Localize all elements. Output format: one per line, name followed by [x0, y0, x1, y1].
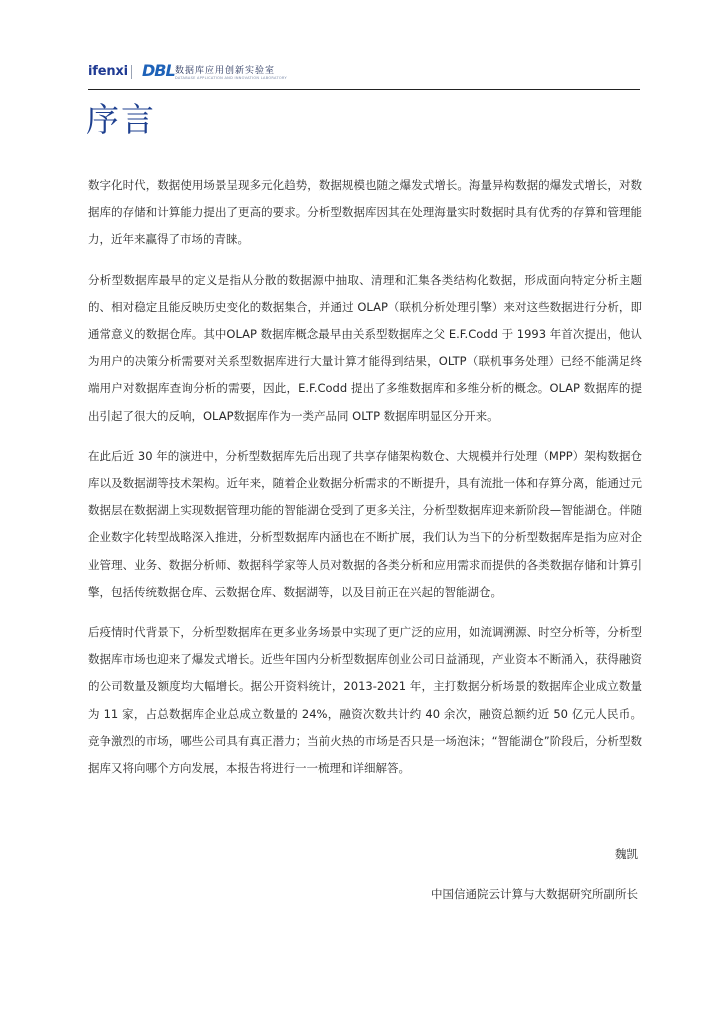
lab-name-en: DATABASE APPLICATION AND INNOVATION LABORATORY — [175, 76, 287, 80]
signature-name: 魏凯 — [615, 847, 638, 861]
page-header — [88, 60, 640, 90]
lab-name-cn: 数据库应用创新实验室 — [175, 66, 276, 76]
paragraph-3: 在此后近 30 年的演进中，分析型数据库先后出现了共享存储架构数仓、大规模并行处理（MPP）架构数据仓库以及数据湖等技术架构。近年来，随着企业数据分析需求的不断提升，具有流批一体和存算分离，能通过元数据层在数据湖上实现数据管理功能的智能湖仓受到了更多关注，分析型数据库迎来新阶段—智能湖仓。伴随企业数字化转型战略深入推进，分析型数据库内涵也在不断扩展，我们认为当下的分析型数据库是指为应对企业管理、业务、数据分析师、数据科学家等人员对数据的各类分析和应用需求而提供的各类数据存储和计算引擎，包括传统数据仓库、云数据仓库、数据湖等，以及目前正在兴起的智能湖仓。 — [88, 448, 642, 599]
paragraph-1: 数字化时代，数据使用场景呈现多元化趋势，数据规模也随之爆发式增长。海量异构数据的爆发式增长，对数据库的存储和计算能力提出了更高的要求。分析型数据库因其在处理海量实时数据时具有优秀的存算和管理能力，近年来赢得了市场的青睐。 — [88, 178, 642, 247]
dbl-logo: DBL — [142, 61, 175, 80]
paragraph-2: 分析型数据库最早的定义是指从分散的数据源中抽取、清理和汇集各类结构化数据，形成面向特定分析主题的、相对稳定且能反映历史变化的数据集合，并通过 OLAP（联机分析处理引擎）来对这些数据进行分析，即通常意义的数据仓库。其中OLAP 数据库概念最早由关系型数据库之父 E.F.Codd 于 1993 年首次提出，他认为用户的决策分析需要对关系型数据库进行大量计算才能得到结果，OLTP（联机事务处理）已经不能满足终端用户对数据库查询分析的需要，因此，E.F.Codd 提出了多维数据库和多维分析的概念。OLAP 数据库的提出引起了很大的反响，OLAP数据库作为一类产品同 OLTP 数据库明显区分开来。 — [88, 272, 642, 423]
signature-position: 中国信通院云计算与大数据研究所副所长 — [431, 887, 638, 901]
page-title: 序言 — [86, 100, 156, 139]
logo-divider — [131, 65, 132, 79]
paragraph-4: 后疫情时代背景下，分析型数据库在更多业务场景中实现了更广泛的应用，如流调溯源、时空分析等，分析型数据库市场也迎来了爆发式增长。近些年国内分析型数据库创业公司日益涌现，产业资本不断涌入，获得融资的公司数量及额度均大幅增长。据公开资料统计，2013-2021 年，主打数据分析场景的数据库企业成立数量为 11 家，占总数据库企业总成立数量的 24%，融资次数共计约 40 余次，融资总额约近 50 亿元人民币。竞争激烈的市场，哪些公司具有真正潜力；当前火热的市场是否只是一场泡沫；“智能湖仓”阶段后，分析型数据库又将向哪个方向发展，本报告将进行一一梳理和详细解答。 — [88, 625, 642, 776]
preface-body — [88, 172, 642, 795]
header-divider — [88, 89, 640, 90]
ifenxi-logo: ifenxi — [88, 64, 128, 79]
